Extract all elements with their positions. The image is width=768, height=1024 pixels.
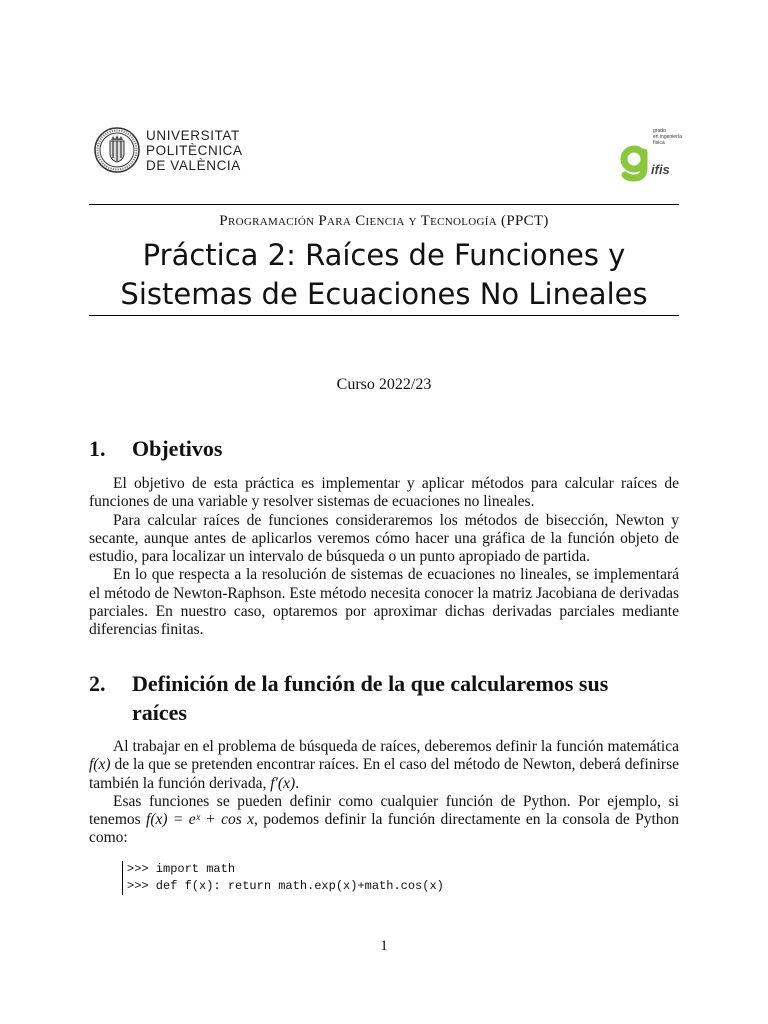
gifis-caption-line: grado <box>653 128 666 134</box>
bottom-rule <box>89 315 679 316</box>
text-run: Esas funciones se pueden definir como cualquier función de Python. Por ejemplo, si tenemos <box>89 792 679 829</box>
paragraph <box>89 738 679 793</box>
gifis-logo-icon <box>620 128 680 182</box>
text-run: . <box>295 774 299 792</box>
math-formula: f(x) = eˣ + cos x <box>146 811 255 829</box>
course-title: Programación Para Ciencia y Tecnología (PPCT) <box>219 213 549 229</box>
section-number: 2. <box>89 671 106 696</box>
upv-seal-icon <box>94 127 140 173</box>
course-year: Curso 2022/23 <box>336 376 432 393</box>
upv-line: UNIVERSITAT <box>146 127 240 143</box>
paragraph: Para calcular raíces de funciones consideraremos los métodos de bisección, Newton y secante, aunque antes de aplicarlos veremos cómo hacer una gráfica de la función objeto de estudio, para localizar un intervalo de búsqueda o un punto apropiado de partida. <box>89 511 679 566</box>
section-body <box>89 738 679 848</box>
gifis-wordmark: ifis <box>651 162 670 177</box>
section-number: 1. <box>89 436 106 461</box>
top-rule <box>89 204 679 205</box>
section-title-continuation: raíces <box>132 700 187 725</box>
text-run: Al trabajar en el problema de búsqueda de raíces, deberemos definir la función matemática <box>113 738 679 755</box>
paragraph: En lo que respecta a la resolución de sistemas de ecuaciones no lineales, se implementará el método de Newton-Raphson. Este método necesita conocer la matriz Jacobiana de derivadas parciales. En nuestro caso, optaremos por aproximar dichas derivadas parciales mediante diferencias finitas. <box>89 566 679 639</box>
text-run: de la que se pretenden encontrar raíces. En el caso del método de Newton, deberá definirse también la función derivada, <box>89 756 679 792</box>
section-title: Objetivos <box>132 436 223 461</box>
page-number: 1 <box>380 938 388 954</box>
title-line: Práctica 2: Raíces de Funciones y <box>142 238 626 272</box>
gifis-caption-line: en ingeniería <box>653 134 682 140</box>
code-line: >>> def f(x): return math.exp(x)+math.cos(x) <box>127 879 444 893</box>
code-line: >>> import math <box>127 862 236 876</box>
section-title: Definición de la función de la que calcularemos sus <box>132 671 609 696</box>
upv-logo <box>94 127 243 173</box>
title-line: Sistemas de Ecuaciones No Lineales <box>120 277 648 311</box>
gifis-caption-line: física <box>653 140 665 146</box>
paragraph <box>89 793 679 848</box>
page-title <box>89 236 679 314</box>
code-block <box>122 861 444 895</box>
math-fprime: f′(x) <box>270 774 296 792</box>
section-body <box>89 475 679 640</box>
upv-line: POLITÈCNICA <box>146 142 243 158</box>
upv-line: DE VALÈNCIA <box>146 157 241 173</box>
section-heading <box>89 669 689 727</box>
paragraph: El objetivo de esta práctica es implementar y aplicar métodos para calcular raíces de funciones de una variable y resolver sistemas de ecuaciones no lineales. <box>89 475 679 511</box>
text-run: , podemos definir la función directamente en la consola de Python como: <box>89 811 679 847</box>
math-fx: f(x) <box>89 756 111 774</box>
section-heading <box>89 434 689 463</box>
upv-name <box>146 128 243 173</box>
